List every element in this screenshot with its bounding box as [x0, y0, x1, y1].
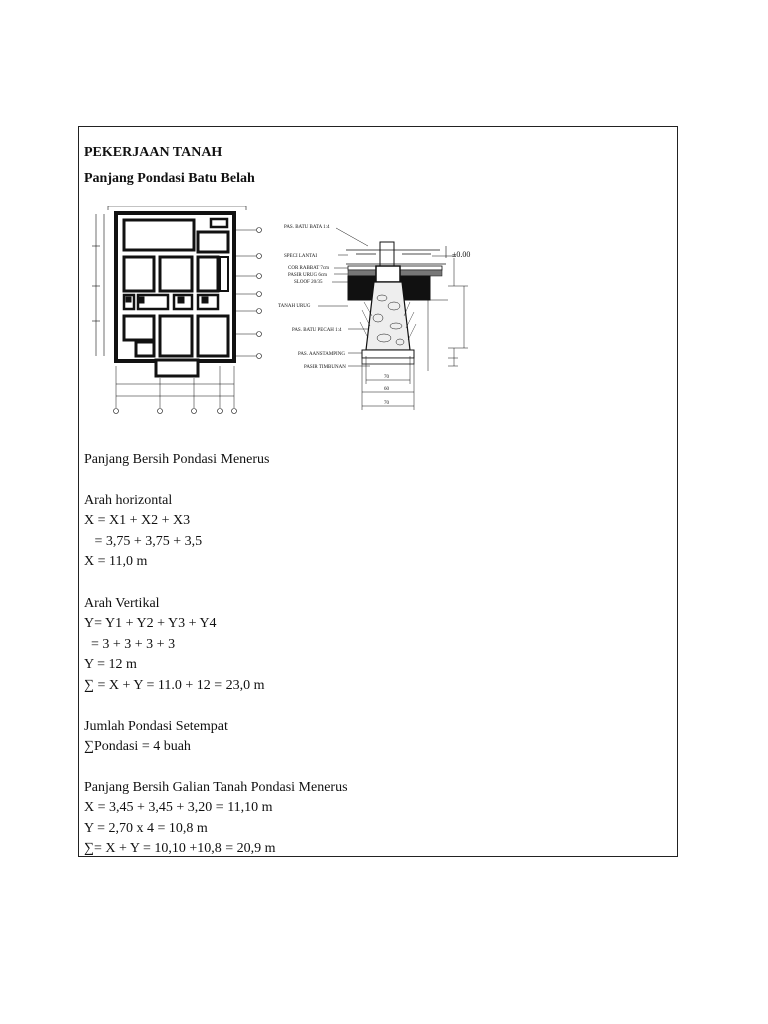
label-cor-rabbat: COR RABBAT 7cm	[288, 266, 330, 271]
section-subheading: Panjang Pondasi Batu Belah	[84, 171, 255, 186]
section-heading: PEKERJAAN TANAH	[84, 145, 223, 160]
label-pas-aanstamping: PAS. AANSTAMPING	[298, 352, 345, 357]
text-line-16: ∑= X + Y = 10,10 +10,8 = 20,9 m	[84, 841, 276, 856]
text-line-11: Jumlah Pondasi Setempat	[84, 719, 228, 734]
label-sloof: SLOOF 20/35	[294, 280, 323, 285]
label-pasir-urug: PASIR URUG 6cm	[288, 273, 327, 278]
text-line-10: ∑ = X + Y = 11.0 + 12 = 23,0 m	[84, 678, 265, 693]
foundation-drawings	[86, 206, 486, 421]
text-line-8: = 3 + 3 + 3 + 3	[84, 637, 176, 652]
text-line-1: Panjang Bersih Pondasi Menerus	[84, 452, 270, 467]
label-pasir-timbunan: PASIR TIMBUNAN	[304, 365, 346, 370]
text-line-4: = 3,75 + 3,75 + 3,5	[84, 534, 203, 549]
text-line-13: Panjang Bersih Galian Tanah Pondasi Menerus	[84, 780, 348, 795]
label-speci-lantai: SPECI LANTAI	[284, 254, 318, 259]
label-pas-batu-bata: PAS. BATU BATA 1:4	[284, 225, 330, 230]
label-tanah-urug: TANAH URUG	[278, 304, 311, 309]
label-pas-batu-pecah: PAS. BATU PECAH 1:4	[292, 328, 342, 333]
text-line-15: Y = 2,70 x 4 = 10,8 m	[84, 821, 208, 836]
dim-label-mid-width: 60	[384, 387, 389, 392]
text-line-5: X = 11,0 m	[84, 554, 148, 569]
text-line-7: Y= Y1 + Y2 + Y3 + Y4	[84, 616, 217, 631]
foundation-floor-plan	[92, 206, 262, 414]
dim-label-bottom-width: 70	[384, 401, 389, 406]
text-line-12: ∑Pondasi = 4 buah	[84, 739, 191, 754]
text-line-3: X = X1 + X2 + X3	[84, 513, 191, 528]
text-line-6: Arah Vertikal	[84, 596, 160, 611]
text-line-9: Y = 12 m	[84, 657, 137, 672]
level-label: ±0.00	[452, 250, 471, 259]
text-line-14: X = 3,45 + 3,45 + 3,20 = 11,10 m	[84, 800, 273, 815]
foundation-cross-section	[318, 228, 471, 410]
dim-label-top-width: 70	[384, 375, 389, 380]
text-line-2: Arah horizontal	[84, 493, 173, 508]
